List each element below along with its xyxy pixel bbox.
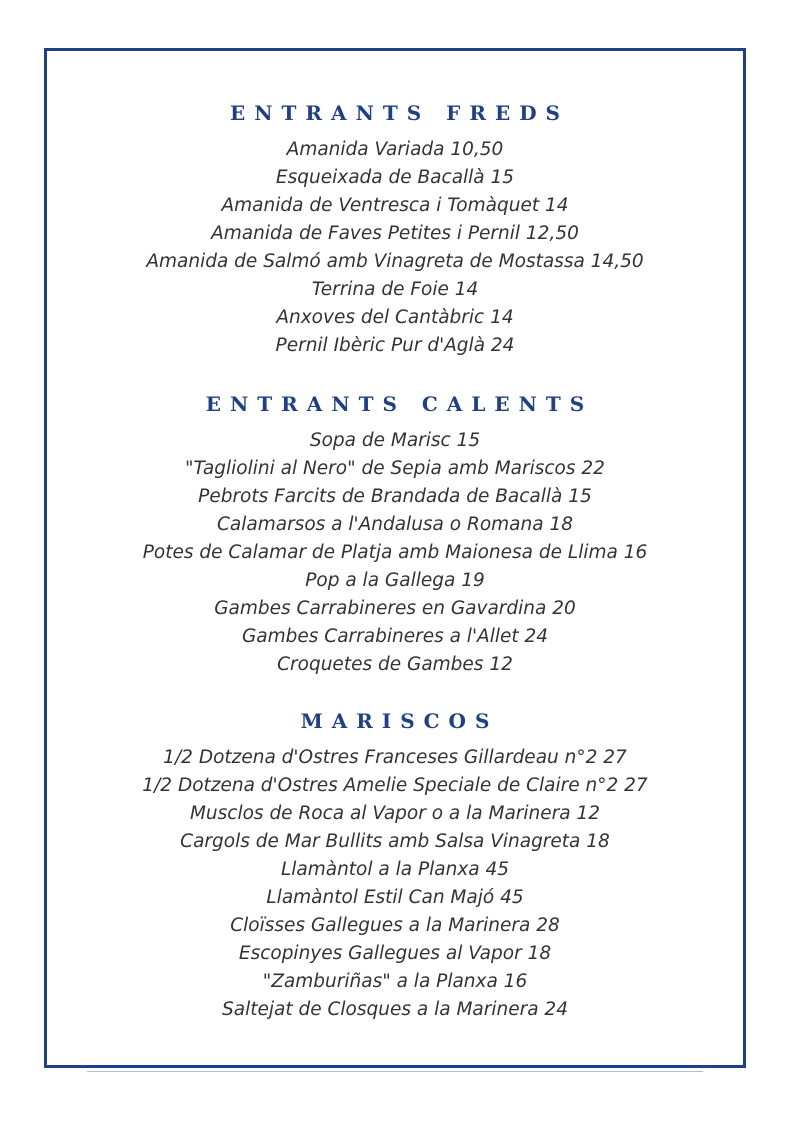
menu-item: Llamàntol Estil Can Majó 45 (266, 887, 524, 908)
menu-item: Pop a la Gallega 19 (305, 570, 485, 591)
menu-item: 1/2 Dotzena d'Ostres Franceses Gillardeau n°2 27 (163, 747, 627, 768)
menu-item: "Zamburiñas" a la Planxa 16 (262, 971, 528, 992)
section-title: MARISCOS (300, 709, 499, 733)
section-mariscos (44, 708, 746, 1024)
menu-item: Gambes Carrabineres a l'Allet 24 (241, 626, 549, 647)
menu-item: Llamàntol a la Planxa 45 (280, 859, 510, 880)
section-title: ENTRANTS FREDS (230, 101, 569, 125)
menu-item: Amanida Variada 10,50 (286, 139, 504, 160)
menu-item: Amanida de Ventresca i Tomàquet 14 (221, 195, 569, 216)
section-entrants-calents (44, 391, 746, 679)
menu-item: Calamarsos a l'Andalusa o Romana 18 (216, 514, 573, 535)
menu-item: Sopa de Marisc 15 (309, 430, 481, 451)
menu-item: "Tagliolini al Nero" de Sepia amb Mariscos 22 (185, 458, 605, 479)
menu-item: Potes de Calamar de Platja amb Maionesa de Llima 16 (142, 542, 648, 563)
menu-item: Saltejat de Closques a la Marinera 24 (222, 999, 568, 1020)
menu-item: Esqueixada de Bacallà 15 (275, 167, 515, 188)
menu-item: Pernil Ibèric Pur d'Aglà 24 (275, 335, 515, 356)
menu-item: Cargols de Mar Bullits amb Salsa Vinagreta 18 (180, 831, 610, 852)
menu-item: 1/2 Dotzena d'Ostres Amelie Speciale de Claire n°2 27 (142, 775, 648, 796)
section-title: ENTRANTS CALENTS (205, 392, 594, 416)
menu-item: Amanida de Salmó amb Vinagreta de Mostassa 14,50 (146, 251, 644, 272)
menu-item: Anxoves del Cantàbric 14 (276, 307, 514, 328)
menu-item: Cloïsses Gallegues a la Marinera 28 (230, 915, 560, 936)
menu-item: Pebrots Farcits de Brandada de Bacallà 15 (198, 486, 592, 507)
menu-item: Gambes Carrabineres en Gavardina 20 (214, 598, 576, 619)
menu-item: Amanida de Faves Petites i Pernil 12,50 (211, 223, 579, 244)
menu-item: Musclos de Roca al Vapor o a la Marinera 12 (189, 803, 601, 824)
menu-item: Terrina de Foie 14 (311, 279, 479, 300)
section-entrants-freds (44, 100, 746, 360)
menu-item: Escopinyes Gallegues al Vapor 18 (238, 943, 552, 964)
menu-item: Croquetes de Gambes 12 (277, 654, 513, 675)
